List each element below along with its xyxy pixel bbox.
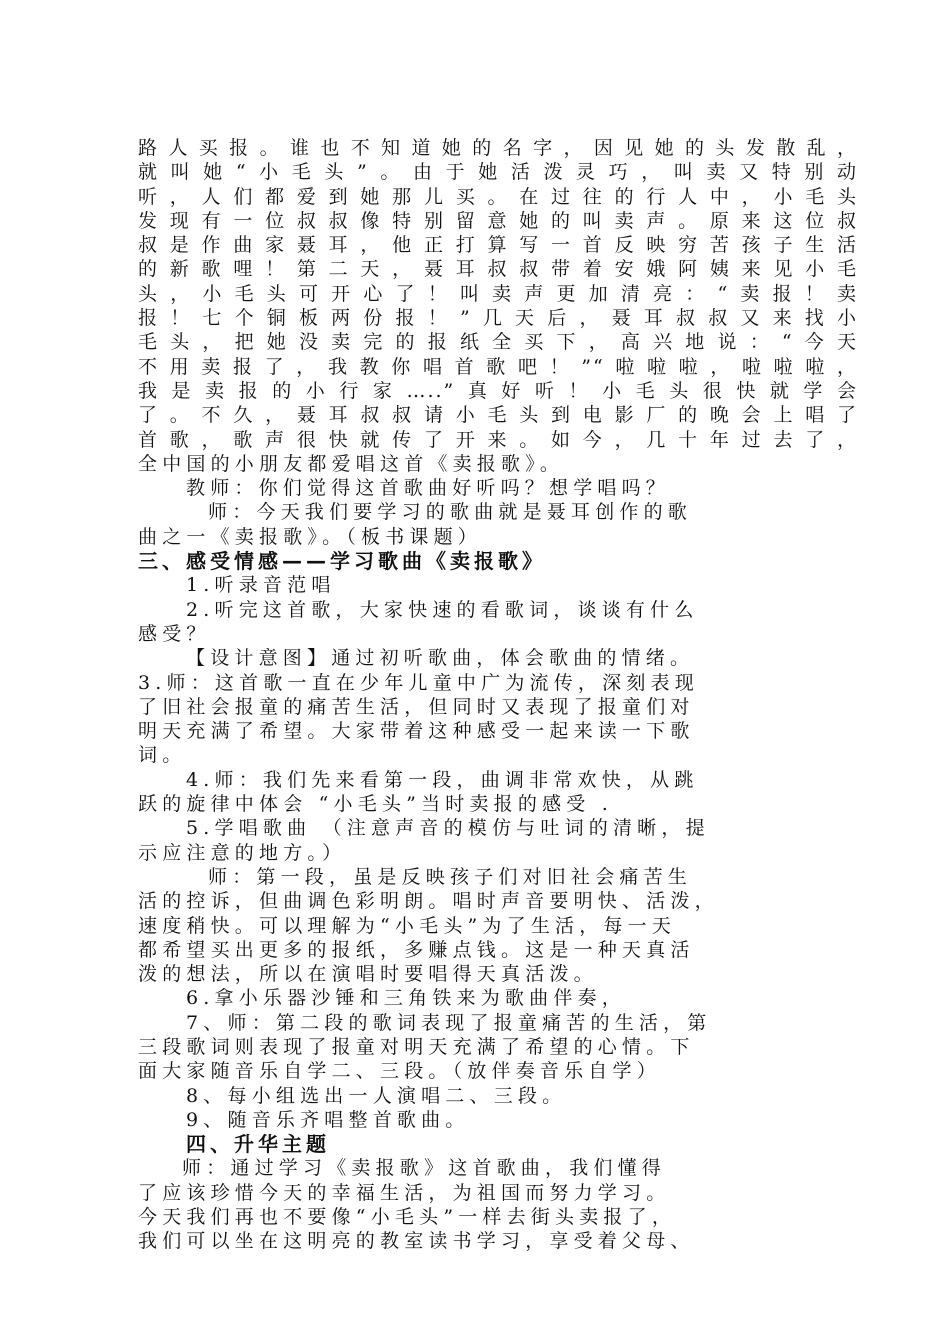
design-intent-line: 【设计意图】通过初听歌曲，体会歌曲的情绪。 [186,647,695,670]
teacher-line: 师：通过学习《卖报歌》这首歌曲，我们懂得 [182,1157,667,1180]
paragraph-line: 我是卖报的小行家…..”真好听！小毛头很快就学会 [138,379,858,402]
paragraph-line: 全中国的小朋友都爱唱这首《卖报歌》。 [138,452,565,475]
step-line: 6.拿小乐器沙锤和三角铁来为歌曲伴奏， [186,987,626,1010]
paragraph-line: 头，小毛头可开心了！叫卖声更加清亮：“卖报！卖 [138,282,858,305]
step-line: 2.听完这首歌，大家快速的看歌词，谈谈有什么 [186,598,699,621]
step-line: 3.师：这首歌一直在少年儿童中广为流传，深刻表现 [138,671,699,694]
section-heading-3: 三、感受情感——学习歌曲《卖报歌》 [138,549,546,574]
step-line: 9、随音乐齐唱整首歌曲。 [186,1108,470,1131]
paragraph-line: 都希望买出更多的报纸，多赚点钱。这是一种天真活 [138,938,695,961]
teacher-line: 师：第一段，虽是反映孩子们对旧社会痛苦生 [208,865,693,888]
paragraph-line: 活的控诉，但曲调色彩明朗。唱时声音要明快、活泼， [138,890,719,913]
teacher-line: 师：今天我们要学习的歌曲就是聂耳创作的歌 [208,501,693,524]
paragraph-line: 首歌，歌声很快就传了开来。如今，几十年过去了， [138,428,858,451]
paragraph-line: 听，人们都爱到她那儿买。在过往的行人中，小毛头 [138,185,858,208]
paragraph-line: 速度稍快。可以理解为“小毛头”为了生活，每一天 [138,914,677,937]
paragraph-line: 就叫她“小毛头”。由于她活泼灵巧，叫卖又特别动 [138,161,858,184]
paragraph-line: 明天充满了希望。大家带着这种感受一起来读一下歌 [138,720,695,743]
step-line: 1.听录音范唱 [186,574,336,597]
paragraph-line: 报！七个铜板两份报！”几天后，聂耳叔叔又来找小 [138,307,858,330]
paragraph-line: 的新歌哩！第二天，聂耳叔叔带着安娥阿姨来见小毛 [138,258,858,281]
step-line: 5.学唱歌曲 （注意声音的模仿与吐词的清晰，提 [186,817,710,840]
paragraph-line: 了应该珍惜今天的幸福生活，为祖国而努力学习。 [138,1181,671,1204]
paragraph-line: 不用卖报了，我教你唱首歌吧！”“啦啦啦，啦啦啦， [138,355,858,378]
paragraph-line: 发现有一位叔叔像特别留意她的叫卖声。原来这位叔 [138,209,858,232]
paragraph-line: 毛头，把她没卖完的报纸全买下，高兴地说：“今天 [138,331,858,354]
paragraph-line: 感受？ [138,622,211,645]
teacher-question-line: 教师：你们觉得这首歌曲好听吗？想学唱吗？ [186,477,671,500]
paragraph-line: 了旧社会报童的痛苦生活，但同时又表现了报童们对 [138,695,695,718]
paragraph-line: 三段歌词则表现了报童对明天充满了希望的心情。下 [138,1035,695,1058]
step-line: 4.师：我们先来看第一段，曲调非常欢快，从跳 [186,768,699,791]
paragraph-line: 示应注意的地方。） [138,841,347,864]
paragraph-line: 叔是作曲家聂耳，他正打算写一首反映穷苦孩子生活 [138,234,858,257]
document-body [138,136,858,1254]
paragraph-line: 了。不久，聂耳叔叔请小毛头到电影厂的晚会上唱了 [138,404,858,427]
paragraph-line: 跃的旋律中体会 “小毛头”当时卖报的感受 . [138,793,613,816]
step-line: 8、每小组选出一人演唱二、三段。 [186,1084,567,1107]
paragraph-line: 面大家随音乐自学二、三段。（放伴奏音乐自学） [138,1060,661,1083]
paragraph-line: 曲之一《卖报歌》。（板书课题） [138,525,483,548]
paragraph-line: 泼的想法，所以在演唱时要唱得天真活泼。 [138,963,598,986]
paragraph-line: 我们可以坐在这明亮的教室读书学习，享受着父母、 [138,1230,695,1253]
paragraph-line: 路人买报。谁也不知道她的名字，因见她的头发散乱， [138,137,858,159]
section-heading-4: 四、升华主题 [186,1132,330,1157]
paragraph-line: 今天我们再也不要像“小毛头”一样去街头卖报了， [138,1206,677,1229]
paragraph-line: 词。 [138,744,187,767]
step-line: 7、师：第二段的歌词表现了报童痛苦的生活，第 [186,1011,712,1034]
